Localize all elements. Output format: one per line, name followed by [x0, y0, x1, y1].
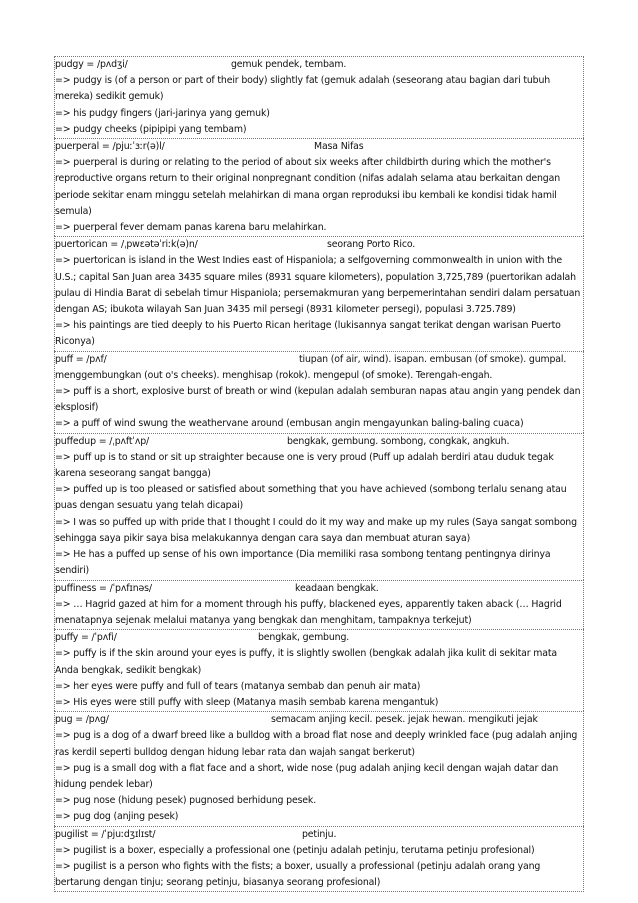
entry-line: => puerperal is during or relating to the period of about six weeks after childbirth during which the mother's reproductive organs return to their original nonpregnant condition (nifas adalah selama atau berkaitan dengan periode sekitar enam minggu setelah melahirkan di mana organ reproduksi ibu kembali ke kondisi tidak hamil semula)	[55, 157, 560, 217]
entry-line: => pudgy cheeks (pipipipi yang tembam)	[55, 123, 247, 135]
entry-line: => His eyes were still puffy with sleep (Matanya masih sembab karena mengantuk)	[55, 696, 439, 708]
entry-puffedup	[54, 433, 584, 580]
entry-head	[55, 139, 583, 155]
entry-puff	[54, 351, 584, 433]
entry-line: => his pudgy fingers (jari-jarinya yang gemuk)	[55, 107, 270, 119]
entry-line: => pug dog (anjing pesek)	[55, 811, 179, 823]
entry-line: => pugilist is a boxer, especially a professional one (petinju adalah petinju, terutama petinju profesional)	[55, 844, 535, 856]
entry-meaning: petinju.	[302, 828, 337, 840]
entry-word: puffy = /ˈpʌfi/	[55, 632, 117, 644]
entry-puffiness	[54, 580, 584, 630]
entry-pudgy	[54, 56, 584, 138]
entry-line: => puerperal fever demam panas karena baru melahirkan.	[55, 222, 327, 234]
entry-line: => He has a puffed up sense of his own importance (Dia memiliki rasa sombong tentang pentingnya dirinya sendiri)	[55, 549, 551, 577]
entry-word: pudgy = /pʌdʒi/	[55, 59, 128, 70]
entry-meaning: semacam anjing kecil. pesek. jejak hewan. mengikuti jejak	[271, 714, 538, 726]
entry-puertorican	[54, 236, 584, 350]
entry-puffy	[54, 629, 584, 711]
entry-word: puertorican = /ˌpwɛətəˈriːk(ə)n/	[55, 239, 198, 251]
entry-word: puff = /pʌf/	[55, 353, 107, 365]
entry-head	[55, 352, 583, 384]
entry-head	[55, 57, 583, 73]
entry-line: => I was so puffed up with pride that I thought I could do it my way and make up my rules (Saya sangat sombong sehingga saya pikir saya bisa melakukannya dengan cara saya dan membuat aturan saya)	[55, 516, 577, 544]
entry-line: => puffed up is too pleased or satisfied about something that you have achieved (sombong terlalu senang atau puas dengan sesuatu yang telah dicapai)	[55, 484, 567, 512]
entry-line: => pugilist is a person who fights with the fists; a boxer, usually a professional (petinju adalah orang yang bertarung dengan tinju; seorang petinju, biasanya seorang profesional)	[55, 860, 541, 889]
entry-line: => … Hagrid gazed at him for a moment through his puffy, blackened eyes, apparently taken aback (… Hagrid menatapnya sejenak melalui matanya yang bengkak dan menghitam, tampaknya terkejut)	[55, 598, 562, 626]
entry-line: => a puff of wind swung the weathervane around (embusan angin mengayunkan baling-baling cuaca)	[55, 418, 524, 430]
entry-pug	[54, 711, 584, 825]
entry-line: => pug is a dog of a dwarf breed like a bulldog with a broad flat nose and deeply wrinkled face (pug adalah anjing ras kerdil seperti bulldog dengan hidung lebar rata dan wajah sangat berkerut)	[55, 730, 578, 758]
entry-head	[55, 630, 583, 646]
entry-word: pugilist = /ˈpjuːdʒɪlɪst/	[55, 828, 156, 840]
entry-head	[55, 581, 583, 597]
dictionary-page	[54, 56, 584, 892]
entry-head	[55, 237, 583, 253]
entry-meaning: seorang Porto Rico.	[327, 239, 416, 251]
entry-line: => puffy is if the skin around your eyes is puffy, it is slightly swollen (bengkak adalah jika kulit di sekitar mata Anda bengkak, sedikit bengkak)	[55, 648, 557, 676]
entry-meaning: keadaan bengkak.	[295, 582, 379, 594]
entry-line: => pudgy is (of a person or part of their body) slightly fat (gemuk adalah (seseorang atau bagian dari tubuh mereka) sedikit gemuk)	[55, 75, 551, 103]
entry-meaning: Masa Nifas	[314, 141, 364, 153]
entry-line: => pug is a small dog with a flat face and a short, wide nose (pug adalah anjing kecil dengan wajah datar dan hidung pendek lebar)	[55, 762, 559, 790]
entry-head	[55, 434, 583, 450]
entry-line: => puertorican is island in the West Indies east of Hispaniola; a selfgoverning commonwealth in union with the U.S.; capital San Juan area 3435 square miles (8931 square kilometers), population 3,725,789 (puertorikan adalah pulau di Hindia Barat di sebelah timur Hispaniola; persemakmuran yang berpemerintahan sendiri dalam persatuan dengan AS; ibukota wilayah San Juan 3435 mil persegi (8931 kilometer persegi), populasi 3.725.789)	[55, 255, 581, 316]
entry-line: => her eyes were puffy and full of tears (matanya sembab dan penuh air mata)	[55, 680, 421, 692]
entry-meaning: bengkak, gembung. sombong, congkak, angkuh.	[287, 435, 510, 447]
entry-word: pug = /pʌg/	[55, 714, 109, 726]
entry-word: puffedup = /ˌpʌftˈʌp/	[55, 435, 150, 447]
entry-pugilist	[54, 826, 584, 893]
entry-line: => puff is a short, explosive burst of breath or wind (kepulan adalah semburan napas atau angin yang pendek dan eksplosif)	[55, 386, 581, 414]
entry-line: => puff up is to stand or sit up straighter because one is very proud (Puff up adalah berdiri atau duduk tegak karena seseorang sangat bangga)	[55, 451, 554, 480]
entry-word: puffiness = /ˈpʌfɪnəs/	[55, 582, 152, 594]
entry-head	[55, 712, 583, 728]
entry-line: => his paintings are tied deeply to his Puerto Rican heritage (lukisannya sangat terikat dengan warisan Puerto Riconya)	[55, 320, 561, 348]
entry-puerperal	[54, 138, 584, 236]
entry-meaning: tiupan (of air, wind). isapan. embusan (of smoke). gumpal. menggembungkan (out o's cheeks). menghisap (rokok). mengepul (of smoke). Terengah-engah.	[55, 353, 567, 381]
entry-word: puerperal = /pjuːˈɜːr(ə)l/	[55, 141, 165, 153]
entry-meaning: bengkak, gembung.	[258, 632, 350, 644]
entry-meaning: gemuk pendek, tembam.	[231, 59, 347, 70]
entry-line: => pug nose (hidung pesek) pugnosed berhidung pesek.	[55, 795, 317, 807]
entry-head	[55, 827, 583, 843]
